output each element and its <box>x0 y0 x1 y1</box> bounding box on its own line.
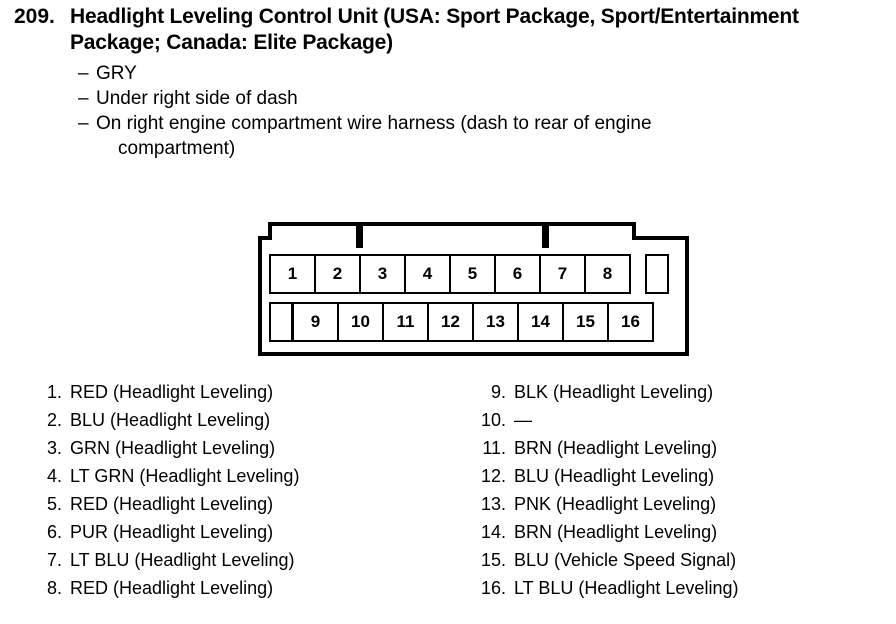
pin-number: 13. <box>480 494 506 514</box>
pin-cell: 6 <box>494 254 541 294</box>
list-item <box>26 518 446 546</box>
list-item <box>470 490 890 518</box>
list-item <box>26 378 446 406</box>
pin-label: GRN (Headlight Leveling) <box>70 438 276 458</box>
list-item <box>470 462 890 490</box>
pin-label: RED (Headlight Leveling) <box>70 494 274 514</box>
page-title: Headlight Leveling Control Unit (USA: Sport Package, Sport/Entertainment Package; Canada: Elite Package) <box>70 5 799 54</box>
pin-cell: 5 <box>449 254 496 294</box>
pin-label: BLK (Headlight Leveling) <box>514 382 714 402</box>
pin-number: 6. <box>46 522 62 542</box>
list-item-label: Under right side of dash <box>96 88 298 109</box>
list-item <box>470 518 890 546</box>
pin-cell: 16 <box>607 302 654 342</box>
pin-cell: 11 <box>382 302 429 342</box>
list-item <box>78 86 874 111</box>
list-item <box>470 546 890 574</box>
pin-number: 9. <box>490 382 506 402</box>
pin-cell: 4 <box>404 254 451 294</box>
pin-number: 14. <box>480 522 506 542</box>
connector-bottom-row <box>292 302 652 342</box>
dash-glyph: – <box>78 113 89 134</box>
pin-cell: 10 <box>337 302 384 342</box>
pin-cell: 3 <box>359 254 406 294</box>
pin-cell: 12 <box>427 302 474 342</box>
pin-label: BLU (Headlight Leveling) <box>514 466 715 486</box>
bullet-list <box>78 61 874 161</box>
title-row <box>14 4 874 56</box>
pin-label: BRN (Headlight Leveling) <box>514 438 718 458</box>
list-item <box>470 574 890 602</box>
connector-top-row <box>269 254 629 294</box>
list-item <box>78 111 874 136</box>
pin-cell: 13 <box>472 302 519 342</box>
pin-number: 10. <box>480 410 506 430</box>
pin-label: RED (Headlight Leveling) <box>70 382 274 402</box>
pin-cell: 9 <box>292 302 339 342</box>
pin-number: 15. <box>480 550 506 570</box>
pin-label: RED (Headlight Leveling) <box>70 578 274 598</box>
entry-header <box>14 4 874 161</box>
pin-cell: 8 <box>584 254 631 294</box>
list-item <box>26 546 446 574</box>
list-item <box>470 406 890 434</box>
pin-cell: 15 <box>562 302 609 342</box>
pin-number: 4. <box>46 466 62 486</box>
pin-number: 1. <box>46 382 62 402</box>
pin-number: 5. <box>46 494 62 514</box>
pin-number: 3. <box>46 438 62 458</box>
pin-cell: 7 <box>539 254 586 294</box>
pin-label: BLU (Headlight Leveling) <box>70 410 271 430</box>
pin-number: 12. <box>480 466 506 486</box>
pin-number: 7. <box>46 550 62 570</box>
pin-cell-empty-top-right <box>645 254 669 294</box>
pin-cell: 1 <box>269 254 316 294</box>
pin-number: 8. <box>46 578 62 598</box>
pin-label: PNK (Headlight Leveling) <box>514 494 717 514</box>
list-item <box>26 406 446 434</box>
pin-label: LT BLU (Headlight Leveling) <box>70 550 295 570</box>
dash-glyph: – <box>78 63 89 84</box>
list-item <box>26 434 446 462</box>
pin-label: — <box>514 410 532 430</box>
pin-list-right <box>470 378 890 602</box>
list-item <box>470 434 890 462</box>
pin-label: LT GRN (Headlight Leveling) <box>70 466 300 486</box>
pin-label: BRN (Headlight Leveling) <box>514 522 718 542</box>
pin-cell-empty-bottom-left <box>269 302 293 342</box>
pin-number: 11. <box>482 438 506 458</box>
list-item-continuation: compartment) <box>118 138 236 159</box>
list-item <box>26 490 446 518</box>
pin-list-left <box>26 378 446 602</box>
list-item-label: On right engine compartment wire harness (dash to rear of engine <box>96 113 652 134</box>
list-item-label: GRY <box>96 63 137 84</box>
dash-glyph: – <box>78 88 89 109</box>
pin-cell: 2 <box>314 254 361 294</box>
list-item <box>26 462 446 490</box>
pin-number: 2. <box>46 410 62 430</box>
pin-number: 16. <box>480 578 506 598</box>
pin-label: LT BLU (Headlight Leveling) <box>514 578 739 598</box>
connector-diagram <box>258 216 690 356</box>
pin-cell: 14 <box>517 302 564 342</box>
list-item <box>78 61 874 86</box>
pin-label: PUR (Headlight Leveling) <box>70 522 274 542</box>
list-item <box>470 378 890 406</box>
list-item <box>26 574 446 602</box>
pin-label: BLU (Vehicle Speed Signal) <box>514 550 737 570</box>
entry-number: 209. <box>14 5 55 28</box>
